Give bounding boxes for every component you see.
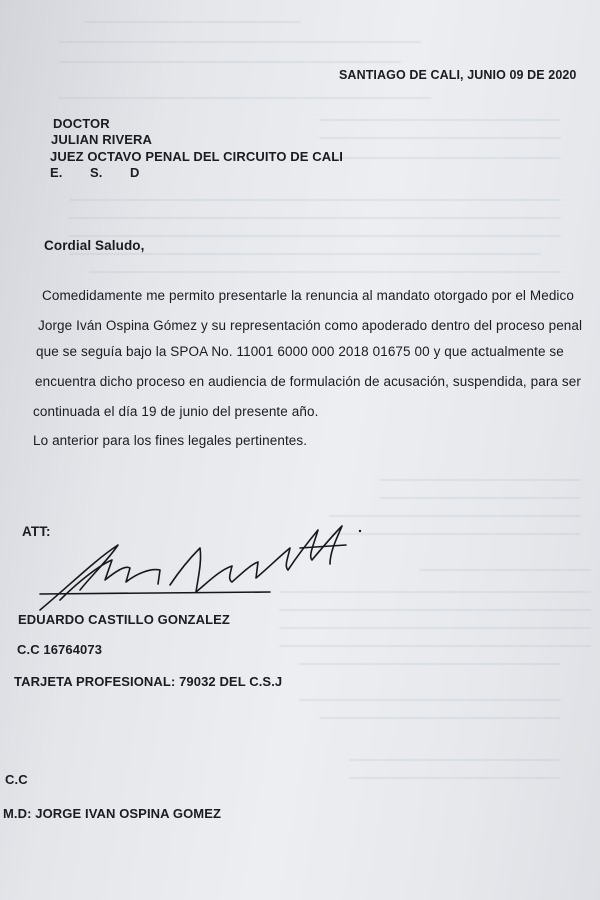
body-line-2: Jorge Iván Ospina Gómez y su representación como apoderado dentro del proceso penal	[38, 318, 583, 333]
date-line: SANTIAGO DE CALI, JUNIO 09 DE 2020	[339, 68, 577, 82]
cc-label: C.C	[5, 772, 28, 787]
esd-d: D	[130, 165, 140, 180]
body-line-4: encuentra dicho proceso en audiencia de formulación de acusación, suspendida, para ser	[35, 374, 581, 389]
signer-id: C.C 16764073	[17, 642, 103, 657]
closing-line: Lo anterior para los fines legales pertinentes.	[33, 433, 308, 448]
greeting: Cordial Saludo,	[44, 238, 145, 253]
body-line-1: Comedidamente me permito presentarle la renuncia al mandato otorgado por el Medico	[42, 288, 574, 303]
att-label: ATT:	[22, 524, 51, 539]
signer-name: EDUARDO CASTILLO GONZALEZ	[18, 612, 230, 627]
recipient-title: DOCTOR	[53, 116, 110, 131]
signer-license: TARJETA PROFESIONAL: 79032 DEL C.S.J	[14, 674, 283, 689]
body-line-5: continuada el día 19 de junio del presente año.	[33, 404, 319, 419]
esd-e: E.	[50, 165, 63, 180]
body-line-3: que se seguía bajo la SPOA No. 11001 6000 000 2018 01675 00 y que actualmente se	[36, 344, 564, 359]
esd-s: S.	[90, 165, 103, 180]
recipient-name: JULIAN RIVERA	[51, 132, 152, 147]
recipient-position: JUEZ OCTAVO PENAL DEL CIRCUITO DE CALI	[50, 149, 343, 164]
cc-recipient: M.D: JORGE IVAN OSPINA GOMEZ	[3, 806, 222, 821]
